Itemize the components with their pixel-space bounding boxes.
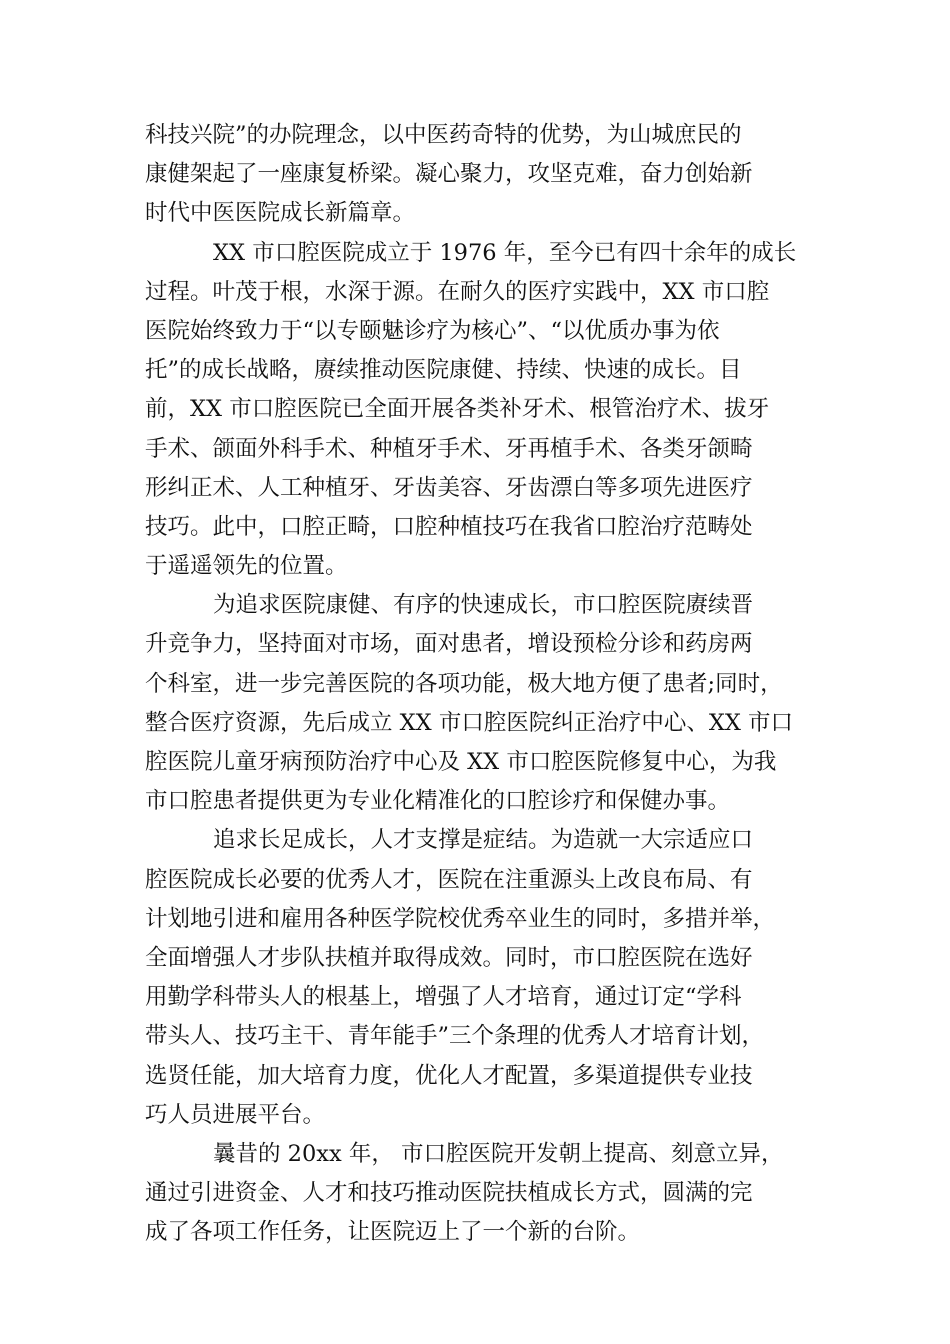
text-line: 技巧。此中，口腔正畸，口腔种植技巧在我省口腔治疗范畴处 xyxy=(145,513,753,540)
text-line: 成了各项工作任务，让医院迈上了一个新的台阶。 xyxy=(145,1219,641,1246)
text-line: 手术、颌面外科手术、种植牙手术、牙再植手术、各类牙颌畸 xyxy=(145,435,753,462)
text-line: 托”的成长战略，赓续推动医院康健、持续、快速的成长。目 xyxy=(145,357,742,384)
text-line: 科技兴院”的办院理念，以中医药奇特的优势，为山城庶民的 xyxy=(145,122,742,148)
text-line: 通过引进资金、人才和技巧推动医院扶植成长方式，圆满的完 xyxy=(145,1180,753,1207)
text-line: 康健架起了一座康复桥梁。凝心聚力，攻坚克难，奋力创始新 xyxy=(145,161,753,188)
text-line: 前，XX 市口腔医院已全面开展各类补牙术、根管治疗术、拔牙 xyxy=(145,396,770,423)
paragraph-5 xyxy=(145,1135,810,1253)
text-line: 整合医疗资源，先后成立 XX 市口腔医院纠正治疗中心、XX 市口 xyxy=(145,709,794,736)
paragraph-3 xyxy=(145,586,810,821)
text-line: 追求长足成长，人才支撑是症结。为造就一大宗适应口 xyxy=(213,827,754,854)
text-line: 时代中医医院成长新篇章。 xyxy=(145,200,416,227)
text-line: 曩昔的 20xx 年， 市口腔医院开发朝上提高、刻意立异， xyxy=(213,1140,784,1167)
text-line: XX 市口腔医院成立于 1976 年，至今已有四十余年的成长 xyxy=(213,239,797,266)
document-body xyxy=(145,116,810,1252)
text-line: 全面增强人才步队扶植并取得成效。同时，市口腔医院在选好 xyxy=(145,944,753,971)
text-line: 个科室，进一步完善医院的各项功能，极大地方便了患者;同时， xyxy=(145,670,783,697)
text-line: 形纠正术、人工种植牙、牙齿美容、牙齿漂白等多项先进医疗 xyxy=(145,474,753,501)
text-line: 过程。叶茂于根，水深于源。在耐久的医疗实践中，XX 市口腔 xyxy=(145,278,770,305)
paragraph-1 xyxy=(145,116,810,234)
text-line: 为追求医院康健、有序的快速成长，市口腔医院赓续晋 xyxy=(213,592,754,619)
text-line: 巧人员进展平台。 xyxy=(145,1101,326,1128)
text-line: 用勤学科带头人的根基上，增强了人才培育，通过订定“学科 xyxy=(145,984,742,1011)
text-line: 医院始终致力于“以专颐魅诊疗为核心”、“以优质办事为依 xyxy=(145,317,720,344)
paragraph-2 xyxy=(145,234,810,587)
text-line: 市口腔患者提供更为专业化精准化的口腔诊疗和保健办事。 xyxy=(145,788,731,815)
text-line: 腔医院成长必要的优秀人才，医院在注重源头上改良布局、有 xyxy=(145,866,753,893)
text-line: 选贤任能，加大培育力度，优化人才配置，多渠道提供专业技 xyxy=(145,1062,753,1089)
paragraph-4 xyxy=(145,821,810,1135)
text-line: 计划地引进和雇用各种医学院校优秀卒业生的同时，多措并举， xyxy=(145,905,776,932)
text-line: 于遥遥领先的位置。 xyxy=(145,553,348,580)
text-line: 腔医院儿童牙病预防治疗中心及 XX 市口腔医院修复中心，为我 xyxy=(145,749,777,775)
text-line: 升竞争力，坚持面对市场，面对患者，增设预检分诊和药房两 xyxy=(145,631,753,658)
text-line: 带头人、技巧主干、青年能手”三个条理的优秀人才培育计划， xyxy=(145,1023,765,1050)
